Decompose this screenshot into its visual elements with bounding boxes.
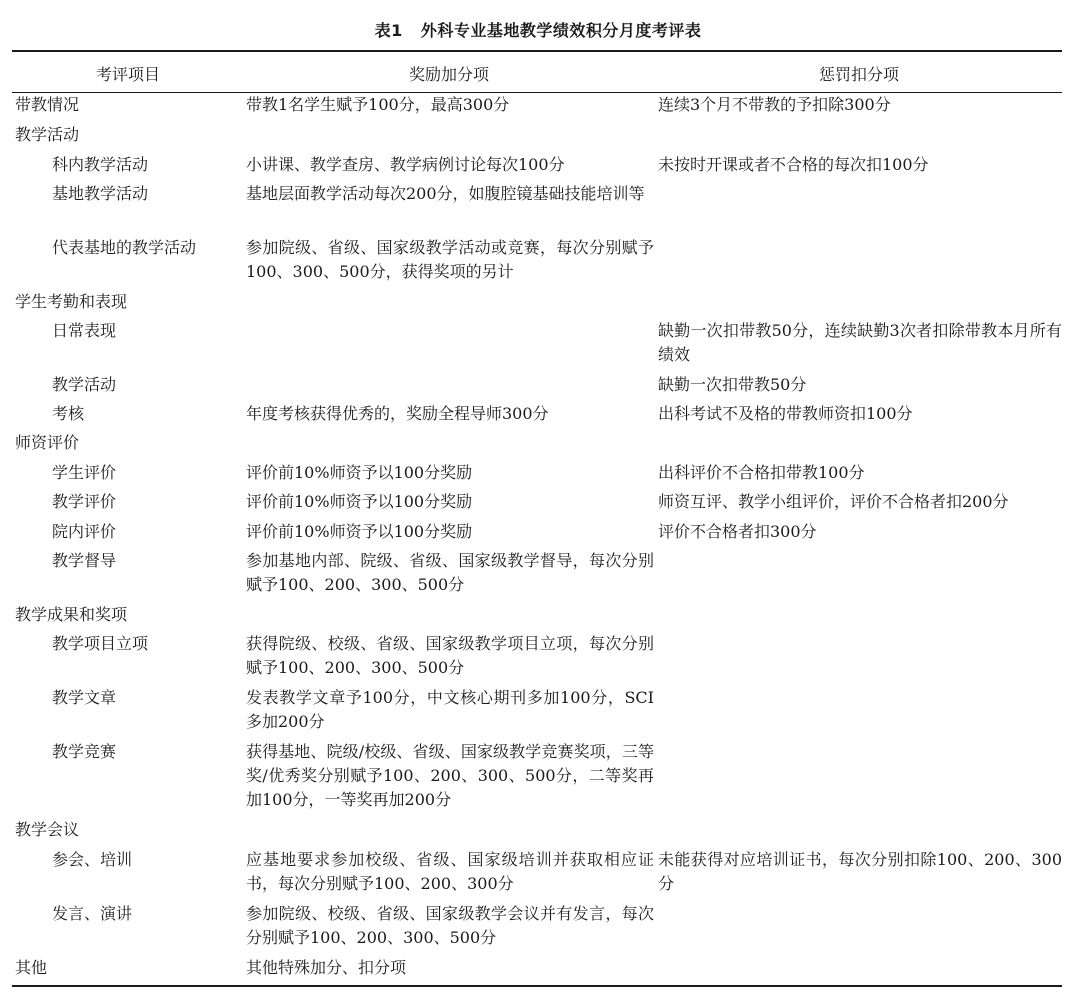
row-item: 代表基地的教学活动 xyxy=(52,238,197,257)
row-item: 教学活动 xyxy=(15,125,80,144)
row-item: 教学评价 xyxy=(52,492,117,511)
row-reward: 参加院级、校级、省级、国家级教学会议并有发言，每次分别赋予100、200、300、500分 xyxy=(246,904,654,947)
table-bottom-rule xyxy=(12,985,1062,987)
row-item: 教学成果和奖项 xyxy=(15,605,128,624)
header-item: 考评项目 xyxy=(95,65,160,84)
row-penalty: 缺勤一次扣带教50分，连续缺勤3次者扣除带教本月所有绩效 xyxy=(658,321,1062,364)
row-reward: 其他特殊加分、扣分项 xyxy=(246,958,407,977)
row-item: 科内教学活动 xyxy=(52,155,149,174)
row-reward: 获得院级、校级、省级、国家级教学项目立项，每次分别赋予100、200、300、500分 xyxy=(246,634,654,677)
table-top-rule xyxy=(12,50,1062,52)
row-item: 师资评价 xyxy=(15,433,80,452)
header-penalty: 惩罚扣分项 xyxy=(818,65,899,84)
row-item: 日常表现 xyxy=(52,321,117,340)
row-reward: 评价前10%师资予以100分奖励 xyxy=(246,463,473,482)
row-reward: 参加基地内部、院级、省级、国家级教学督导，每次分别赋予100、200、300、500分 xyxy=(246,551,654,594)
table-number: 表1 xyxy=(374,21,403,40)
table-title xyxy=(0,18,1076,41)
row-penalty: 缺勤一次扣带教50分 xyxy=(658,375,807,394)
row-item: 其他 xyxy=(15,958,48,977)
row-reward: 小讲课、教学查房、教学病例讨论每次100分 xyxy=(246,155,565,174)
row-item: 教学活动 xyxy=(52,375,117,394)
row-reward: 应基地要求参加校级、省级、国家级培训并获取相应证书，每次分别赋予100、200、300分 xyxy=(246,850,654,893)
row-penalty: 评价不合格者扣300分 xyxy=(658,522,817,541)
row-reward: 评价前10%师资予以100分奖励 xyxy=(246,522,473,541)
row-penalty: 出科评价不合格扣带教100分 xyxy=(658,463,865,482)
row-item: 教学竞赛 xyxy=(52,742,117,761)
row-item: 学生考勤和表现 xyxy=(15,292,128,311)
header-reward: 奖励加分项 xyxy=(408,65,489,84)
row-reward: 评价前10%师资予以100分奖励 xyxy=(246,492,473,511)
row-item: 院内评价 xyxy=(52,522,117,541)
table-title-text: 外科专业基地教学绩效积分月度考评表 xyxy=(420,21,702,40)
row-reward: 基地层面教学活动每次200分，如腹腔镜基础技能培训等 xyxy=(246,184,645,203)
row-item: 带教情况 xyxy=(15,95,80,114)
row-item: 教学项目立项 xyxy=(52,634,149,653)
row-item: 学生评价 xyxy=(52,463,117,482)
row-reward: 获得基地、院级/校级、省级、国家级教学竞赛奖项，三等奖/优秀奖分别赋予100、200、300、500分，二等奖再加100分，一等奖再加200分 xyxy=(246,742,654,809)
row-reward: 年度考核获得优秀的，奖励全程导师300分 xyxy=(246,404,549,423)
row-reward: 参加院级、省级、国家级教学活动或竞赛，每次分别赋予100、300、500分，获得奖项的另计 xyxy=(246,238,654,281)
row-item: 教学会议 xyxy=(15,820,80,839)
row-penalty: 未按时开课或者不合格的每次扣100分 xyxy=(658,155,929,174)
row-item: 教学督导 xyxy=(52,551,117,570)
row-penalty: 未能获得对应培训证书，每次分别扣除100、200、300分 xyxy=(658,850,1062,893)
row-reward: 发表教学文章予100分，中文核心期刊多加100分，SCI多加200分 xyxy=(246,688,654,731)
row-item: 参会、培训 xyxy=(52,850,133,869)
row-item: 发言、演讲 xyxy=(52,904,133,923)
row-penalty: 连续3个月不带教的予扣除300分 xyxy=(658,95,891,114)
row-item: 考核 xyxy=(52,404,85,423)
row-item: 基地教学活动 xyxy=(52,184,149,203)
row-reward: 带教1名学生赋予100分，最高300分 xyxy=(246,95,510,114)
row-penalty: 出科考试不及格的带教师资扣100分 xyxy=(658,404,913,423)
row-item: 教学文章 xyxy=(52,688,117,707)
row-penalty: 师资互评、教学小组评价，评价不合格者扣200分 xyxy=(658,492,1009,511)
